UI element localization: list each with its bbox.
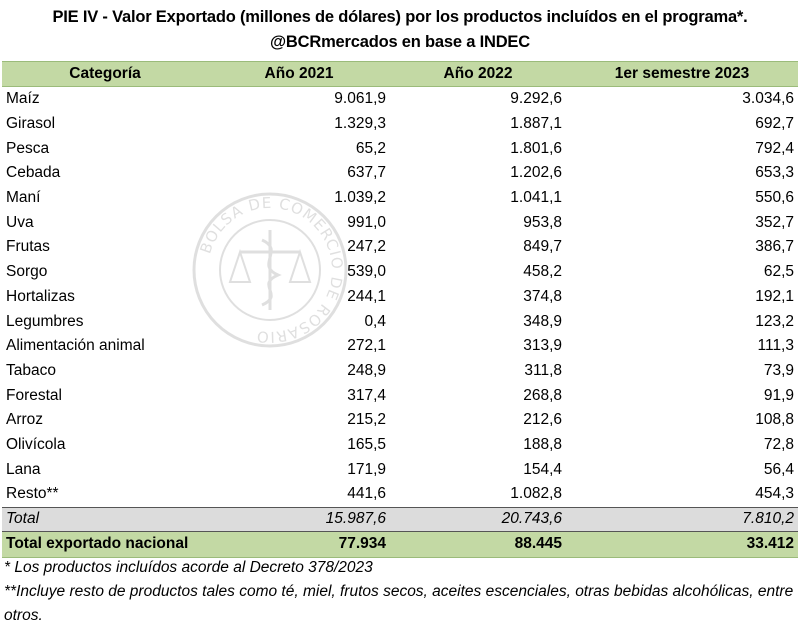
- cell-2023: 653,3: [755, 164, 794, 182]
- page-title: [0, 0, 800, 59]
- cell-2023: 192,1: [755, 287, 794, 305]
- cell-2023: 72,8: [763, 435, 794, 453]
- cell-2022: 1.801,6: [510, 139, 562, 157]
- nacional-2021: 77.934: [208, 531, 390, 557]
- total-2021: 15.987,6: [208, 507, 390, 531]
- cell-2023: 692,7: [755, 115, 794, 133]
- nacional-label: Total exportado nacional: [2, 531, 208, 557]
- total-nacional-row: [2, 531, 798, 557]
- cell-2021: 1.329,3: [334, 115, 386, 133]
- cell-2021: 248,9: [347, 361, 386, 379]
- cell-categoria: Uva: [6, 213, 34, 231]
- title-line-1: PIE IV - Valor Exportado (millones de dólares) por los productos incluídos en el programa*.: [52, 8, 748, 26]
- table-row: [2, 210, 798, 235]
- cell-2022: 311,8: [524, 361, 562, 379]
- cell-2023: 3.034,6: [742, 90, 794, 108]
- cell-categoria: Hortalizas: [6, 287, 75, 305]
- cell-2021: 1.039,2: [334, 189, 386, 207]
- cell-2022: 348,9: [523, 312, 562, 330]
- footnote-1: * Los productos incluídos acorde al Decreto 378/2023: [4, 559, 373, 576]
- cell-2022: 1.887,1: [510, 115, 562, 133]
- cell-2022: 268,8: [523, 386, 562, 404]
- cell-2023: 56,4: [763, 460, 794, 478]
- title-line-2: @BCRmercados en base a INDEC: [270, 33, 530, 51]
- total-row: [2, 507, 798, 531]
- table-row: [2, 408, 798, 433]
- table-row: [2, 309, 798, 334]
- cell-categoria: Pesca: [6, 139, 50, 157]
- cell-2022: 1.082,8: [510, 485, 562, 503]
- cell-categoria: Olivícola: [6, 435, 66, 453]
- cell-2022: 458,2: [523, 263, 562, 281]
- cell-2022: 212,6: [523, 411, 562, 429]
- cell-categoria: Lana: [6, 460, 41, 478]
- nacional-2023: 33.412: [566, 531, 798, 557]
- header-semestre-2023: 1er semestre 2023: [566, 62, 798, 87]
- header-anio-2021: Año 2021: [208, 62, 390, 87]
- cell-2021: 9.061,9: [334, 90, 386, 108]
- table-row: [2, 334, 798, 359]
- cell-2023: 352,7: [755, 213, 794, 231]
- cell-categoria: Arroz: [6, 411, 44, 429]
- table-row: [2, 285, 798, 310]
- table-row: [2, 87, 798, 112]
- cell-2023: 91,9: [763, 386, 794, 404]
- cell-categoria: Girasol: [6, 115, 56, 133]
- table-row: [2, 359, 798, 384]
- header-categoria: Categoría: [2, 62, 208, 87]
- cell-2022: 154,4: [523, 460, 562, 478]
- cell-categoria: Legumbres: [6, 312, 84, 330]
- header-anio-2022: Año 2022: [390, 62, 566, 87]
- cell-2021: 637,7: [347, 164, 386, 182]
- cell-2022: 1.202,6: [510, 164, 562, 182]
- table-row: [2, 433, 798, 458]
- cell-categoria: Frutas: [6, 238, 50, 256]
- cell-2023: 386,7: [755, 238, 794, 256]
- total-2022: 20.743,6: [390, 507, 566, 531]
- table-row: [2, 235, 798, 260]
- cell-2023: 792,4: [755, 139, 794, 157]
- watermark-text: BOLSA DE COMERCIO DE ROSARIO: [196, 193, 347, 347]
- table-row: [2, 383, 798, 408]
- cell-categoria: Maíz: [6, 90, 40, 108]
- table-row: [2, 260, 798, 285]
- cell-2021: 247,2: [347, 238, 386, 256]
- cell-categoria: Forestal: [6, 386, 62, 404]
- cell-2021: 165,5: [347, 435, 386, 453]
- cell-2023: 123,2: [755, 312, 794, 330]
- cell-2021: 0,4: [364, 312, 386, 330]
- cell-2021: 244,1: [347, 287, 386, 305]
- cell-2021: 215,2: [347, 411, 386, 429]
- nacional-2022: 88.445: [390, 531, 566, 557]
- table-row: [2, 161, 798, 186]
- cell-categoria: Sorgo: [6, 263, 48, 281]
- cell-2023: 62,5: [763, 263, 794, 281]
- table-row: [2, 482, 798, 507]
- cell-2022: 188,8: [523, 435, 562, 453]
- table-row: [2, 136, 798, 161]
- cell-2023: 108,8: [755, 411, 794, 429]
- cell-2022: 849,7: [523, 238, 562, 256]
- cell-2022: 953,8: [523, 213, 562, 231]
- footnotes: [4, 556, 794, 628]
- cell-2022: 374,8: [523, 287, 562, 305]
- table-row: [2, 112, 798, 137]
- footnote-2: **Incluye resto de productos tales como té, miel, frutos secos, aceites escenciales, otras bebidas alcohólicas, entre otros.: [4, 583, 794, 624]
- cell-2021: 991,0: [347, 213, 386, 231]
- cell-categoria: Tabaco: [6, 361, 56, 379]
- cell-categoria: Maní: [6, 189, 41, 207]
- cell-2023: 454,3: [755, 485, 794, 503]
- cell-2021: 317,4: [347, 386, 386, 404]
- cell-categoria: Cebada: [6, 164, 61, 182]
- cell-2023: 111,3: [757, 337, 794, 355]
- exports-table: [2, 61, 798, 558]
- cell-2021: 171,9: [347, 460, 386, 478]
- cell-2021: 65,2: [355, 139, 386, 157]
- cell-2021: 441,6: [347, 485, 386, 503]
- cell-2023: 550,6: [755, 189, 794, 207]
- cell-categoria: Resto**: [6, 485, 59, 503]
- cell-2022: 9.292,6: [510, 90, 562, 108]
- table-header-row: [2, 62, 798, 87]
- cell-2022: 313,9: [523, 337, 562, 355]
- total-2023: 7.810,2: [566, 507, 798, 531]
- table-row: [2, 186, 798, 211]
- cell-2021: 272,1: [347, 337, 386, 355]
- total-label: Total: [2, 507, 208, 531]
- cell-categoria: Alimentación animal: [6, 337, 145, 355]
- cell-2023: 73,9: [763, 361, 794, 379]
- cell-2022: 1.041,1: [510, 189, 562, 207]
- table-row: [2, 457, 798, 482]
- cell-2021: 539,0: [347, 263, 386, 281]
